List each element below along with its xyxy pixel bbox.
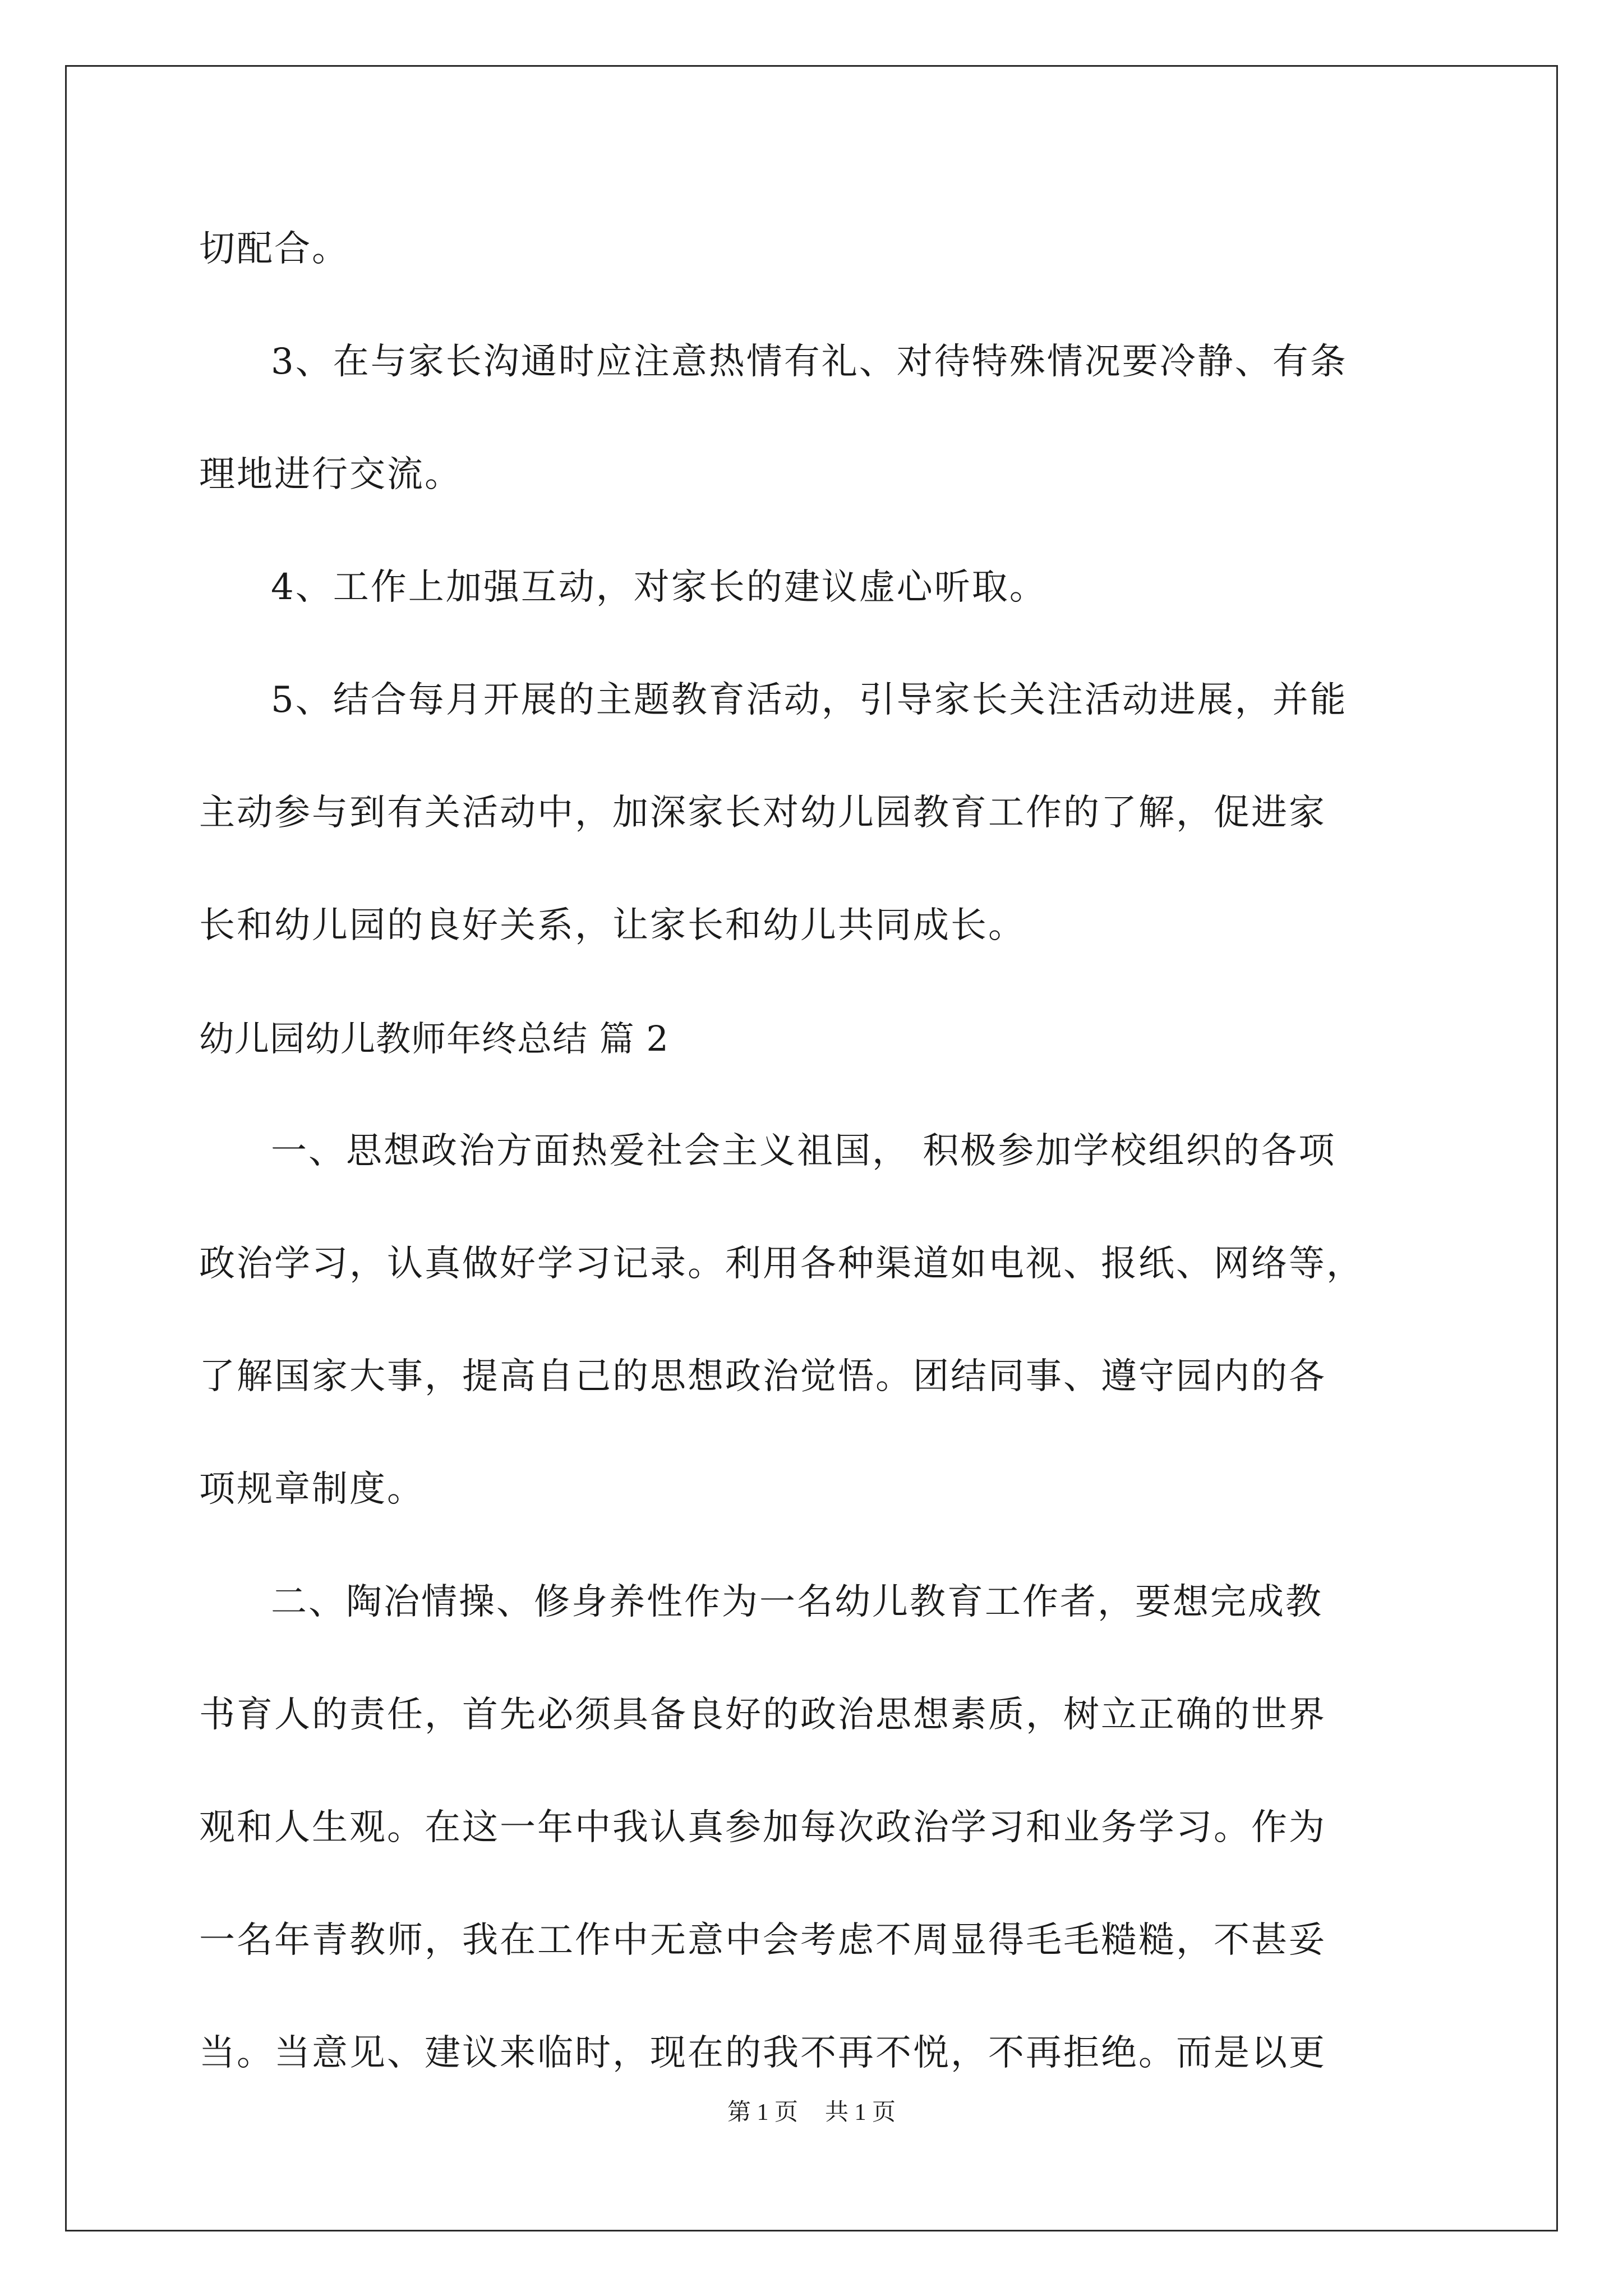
paragraph-line: 项规章制度。 bbox=[199, 1469, 425, 1510]
paragraph-line: 一、思想政治方面热爱社会主义祖国， 积极参加学校组织的各项 bbox=[271, 1130, 1336, 1172]
document-body bbox=[199, 193, 1427, 2110]
paragraph-line: 书育人的责任，首先必须具备良好的政治思想素质，树立正确的世界 bbox=[199, 1694, 1326, 1736]
page-total: 共 1 页 bbox=[825, 2100, 896, 2125]
paragraph-line: 长和幼儿园的良好关系，让家长和幼儿共同成长。 bbox=[199, 905, 1026, 946]
paragraph-line: 主动参与到有关活动中，加深家长对幼儿园教育工作的了解，促进家 bbox=[199, 792, 1326, 834]
paragraph-line: 4、工作上加强互动，对家长的建议虚心听取。 bbox=[271, 567, 1047, 608]
paragraph-line: 观和人生观。在这一年中我认真参加每次政治学习和业务学习。作为 bbox=[199, 1807, 1326, 1848]
paragraph-line: 切配合。 bbox=[199, 228, 349, 270]
page-footer bbox=[0, 2093, 1623, 2127]
paragraph-line: 3、在与家长沟通时应注意热情有礼、对待特殊情况要冷静、有条 bbox=[271, 341, 1348, 383]
paragraph-line: 政治学习，认真做好学习记录。利用各种渠道如电视、报纸、网络等， bbox=[199, 1243, 1364, 1285]
paragraph-line: 二、陶冶情操、修身养性作为一名幼儿教育工作者，要想完成教 bbox=[271, 1581, 1323, 1623]
paragraph-line: 5、结合每月开展的主题教育活动，引导家长关注活动进展，并能 bbox=[271, 679, 1348, 721]
paragraph-line: 一名年青教师，我在工作中无意中会考虑不周显得毛毛糙糙，不甚妥 bbox=[199, 1920, 1326, 1961]
paragraph-line: 当。当意见、建议来临时，现在的我不再不悦，不再拒绝。而是以更 bbox=[199, 2032, 1326, 2074]
paragraph-line: 了解国家大事，提高自己的思想政治觉悟。团结同事、遵守园内的各 bbox=[199, 1356, 1326, 1397]
paragraph-line: 理地进行交流。 bbox=[199, 454, 462, 495]
section-heading: 幼儿园幼儿教师年终总结 篇 2 bbox=[199, 1018, 669, 1059]
page-number: 第 1 页 bbox=[727, 2100, 798, 2125]
